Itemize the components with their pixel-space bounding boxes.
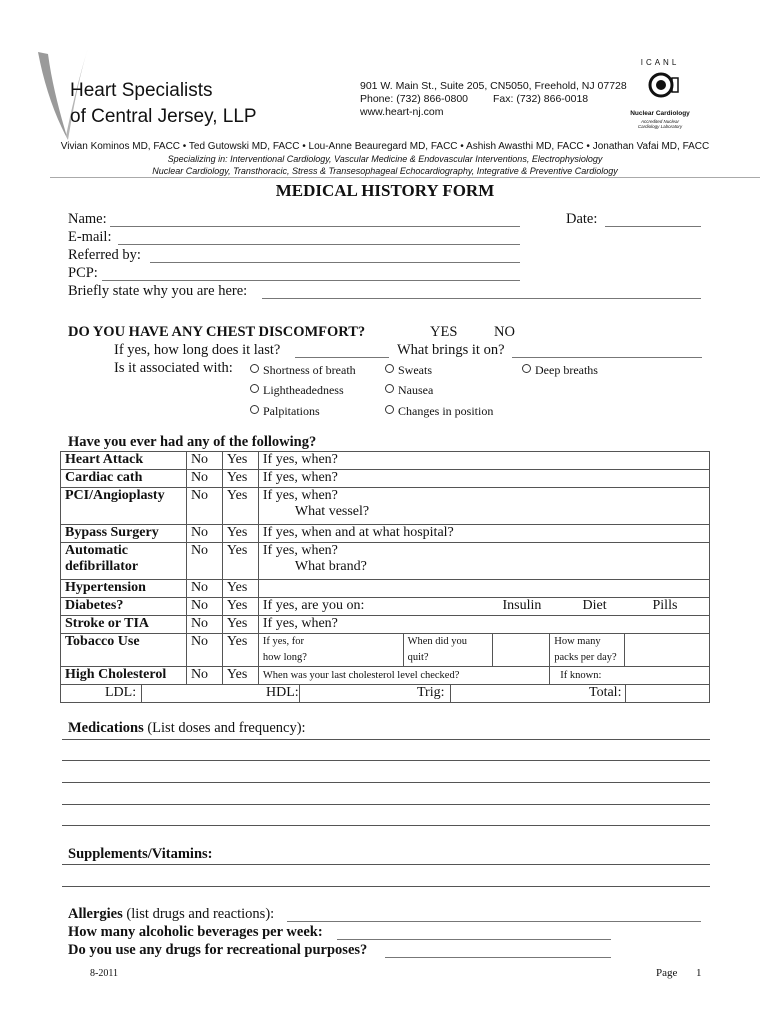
heart-attack-no[interactable]: No bbox=[186, 452, 222, 470]
tobacco-quit-field[interactable] bbox=[493, 634, 550, 667]
website: www.heart-nj.com bbox=[360, 106, 444, 118]
allergies-label: Allergies bbox=[68, 906, 123, 922]
defibrillator-label bbox=[61, 543, 187, 580]
cholesterol-yes[interactable]: Yes bbox=[222, 667, 258, 685]
tobacco-packs[interactable] bbox=[550, 634, 625, 667]
page-number: 1 bbox=[696, 967, 702, 979]
supplements-line-1[interactable] bbox=[62, 864, 710, 865]
total-label: Total: bbox=[589, 685, 622, 700]
date-label: Date: bbox=[566, 211, 598, 227]
defib-label-line1: Automatic bbox=[65, 543, 128, 558]
table-row bbox=[61, 667, 710, 685]
trigger-field[interactable] bbox=[512, 357, 702, 358]
recreational-drugs-field[interactable] bbox=[385, 957, 611, 958]
table-row bbox=[61, 580, 710, 598]
option-lightheadedness[interactable] bbox=[250, 383, 344, 398]
email-field[interactable] bbox=[118, 244, 520, 245]
ldl-label: LDL: bbox=[105, 685, 137, 700]
cholesterol-label: High Cholesterol bbox=[61, 667, 187, 685]
duration-field[interactable] bbox=[295, 357, 389, 358]
phone: Phone: (732) 866-0800 bbox=[360, 93, 468, 105]
name-label: Name: bbox=[68, 211, 107, 227]
medications-line-2[interactable] bbox=[62, 760, 710, 761]
tobacco-packs-field[interactable] bbox=[625, 634, 710, 667]
alcohol-field[interactable] bbox=[337, 939, 611, 940]
tobacco-packs-l2: packs per day? bbox=[554, 652, 617, 663]
cardiac-cath-when[interactable]: If yes, when? bbox=[258, 470, 709, 488]
radio-circle[interactable] bbox=[385, 384, 394, 393]
name-field[interactable] bbox=[110, 226, 520, 227]
radio-circle[interactable] bbox=[522, 364, 531, 373]
diabetes-yes[interactable]: Yes bbox=[222, 598, 258, 616]
date-field[interactable] bbox=[605, 226, 701, 227]
alcohol-label: How many alcoholic beverages per week: bbox=[68, 924, 323, 940]
option-text: Sweats bbox=[398, 363, 432, 377]
form-title: MEDICAL HISTORY FORM bbox=[275, 181, 495, 200]
option-palpitations[interactable] bbox=[250, 404, 320, 419]
brand-name-line2: of Central Jersey, LLP bbox=[70, 106, 257, 127]
stroke-no[interactable]: No bbox=[186, 616, 222, 634]
cholesterol-last-checked[interactable]: When was your last cholesterol level checked? bbox=[258, 667, 549, 685]
table-row bbox=[61, 598, 710, 616]
hypertension-no[interactable]: No bbox=[186, 580, 222, 598]
badge-title: Nuclear Cardiology bbox=[630, 110, 690, 117]
option-text: Palpitations bbox=[263, 404, 320, 418]
tobacco-label: Tobacco Use bbox=[61, 634, 187, 667]
diabetes-insulin[interactable]: Insulin bbox=[502, 598, 542, 613]
associated-label: Is it associated with: bbox=[114, 360, 233, 376]
reason-label: Briefly state why you are here: bbox=[68, 283, 248, 299]
doctors-list: Vivian Kominos MD, FACC • Ted Gutowski MD, FACC • Lou-Anne Beauregard MD, FACC • Ashish Awasthi MD, FACC • Jonathan Vafai MD, FACC bbox=[60, 141, 710, 152]
pci-label: PCI/Angioplasty bbox=[61, 488, 187, 525]
ldl-divider bbox=[141, 685, 142, 702]
heart-attack-label: Heart Attack bbox=[61, 452, 187, 470]
medications-line-3[interactable] bbox=[62, 782, 710, 783]
hdl-divider bbox=[299, 685, 300, 702]
table-row bbox=[61, 488, 710, 525]
lipid-values-row bbox=[61, 685, 710, 703]
medications-line-5[interactable] bbox=[62, 825, 710, 826]
diabetes-pills[interactable]: Pills bbox=[652, 598, 678, 613]
diabetes-diet[interactable]: Diet bbox=[582, 598, 607, 613]
hypertension-yes[interactable]: Yes bbox=[222, 580, 258, 598]
table-row bbox=[61, 685, 710, 703]
stroke-yes[interactable]: Yes bbox=[222, 616, 258, 634]
option-deep-breaths[interactable] bbox=[522, 363, 598, 378]
total-divider bbox=[625, 685, 626, 702]
option-text: Nausea bbox=[398, 383, 434, 397]
cardiac-cath-label: Cardiac cath bbox=[61, 470, 187, 488]
badge-subtitle: Accredited Nuclear Cardiology Laboratory bbox=[637, 119, 683, 129]
bypass-label: Bypass Surgery bbox=[61, 525, 187, 543]
referred-by-label: Referred by: bbox=[68, 247, 141, 263]
option-sweats[interactable] bbox=[385, 363, 432, 378]
recreational-drugs-label: Do you use any drugs for recreational purposes? bbox=[68, 942, 368, 958]
pci-details[interactable] bbox=[258, 488, 709, 525]
if-known-text: If known: bbox=[560, 670, 602, 681]
tobacco-how-long[interactable] bbox=[258, 634, 403, 667]
pci-vessel: What vessel? bbox=[294, 504, 370, 519]
radio-circle[interactable] bbox=[385, 405, 394, 414]
tobacco-packs-l1: How many bbox=[554, 636, 601, 647]
defib-label-line2: defibrillator bbox=[65, 559, 139, 574]
table-row bbox=[61, 470, 710, 488]
option-nausea[interactable] bbox=[385, 383, 433, 398]
referred-by-field[interactable] bbox=[150, 262, 520, 263]
brand-name-line1: Heart Specialists bbox=[70, 80, 213, 101]
medications-line-4[interactable] bbox=[62, 804, 710, 805]
medications-label: Medications bbox=[68, 720, 144, 736]
reason-field[interactable] bbox=[262, 298, 701, 299]
stroke-when[interactable]: If yes, when? bbox=[258, 616, 709, 634]
supplements-label: Supplements/Vitamins: bbox=[68, 846, 213, 862]
heart-attack-yes[interactable]: Yes bbox=[222, 452, 258, 470]
heart-attack-when[interactable]: If yes, when? bbox=[258, 452, 709, 470]
radio-circle[interactable] bbox=[250, 364, 259, 373]
cholesterol-if-known[interactable] bbox=[550, 667, 710, 685]
tobacco-quit-l2: quit? bbox=[407, 652, 429, 663]
option-text: Shortness of breath bbox=[263, 363, 356, 377]
tobacco-how-long-l1: If yes, for bbox=[262, 636, 304, 647]
tobacco-yes[interactable]: Yes bbox=[222, 634, 258, 667]
radio-circle[interactable] bbox=[250, 405, 259, 414]
table-row bbox=[61, 543, 710, 580]
history-table bbox=[60, 451, 710, 703]
bypass-when-hospital[interactable]: If yes, when and at what hospital? bbox=[258, 525, 709, 543]
header-divider bbox=[50, 177, 760, 178]
chest-discomfort-question: DO YOU HAVE ANY CHEST DISCOMFORT? bbox=[68, 324, 366, 340]
hypertension-label: Hypertension bbox=[61, 580, 187, 598]
tobacco-quit[interactable] bbox=[403, 634, 493, 667]
pci-yes[interactable]: Yes bbox=[222, 488, 258, 525]
specialties-line2: Nuclear Cardiology, Transthoracic, Stress & Transesophageal Echocardiography, Integrative & Preventive Cardiology bbox=[152, 166, 618, 176]
pci-when: If yes, when? bbox=[262, 488, 338, 503]
option-text: Lightheadedness bbox=[263, 383, 344, 397]
tobacco-quit-l1: When did you bbox=[407, 636, 468, 647]
medications-note: (List doses and frequency): bbox=[143, 720, 306, 736]
allergies-note: (list drugs and reactions): bbox=[122, 906, 275, 922]
diabetes-are-you-on: If yes, are you on: bbox=[262, 598, 365, 613]
pcp-field[interactable] bbox=[102, 280, 520, 281]
icanl-badge bbox=[630, 58, 690, 134]
allergies-heading bbox=[68, 906, 274, 923]
chest-yes-option[interactable]: YES bbox=[430, 324, 458, 340]
medications-line-1[interactable] bbox=[62, 739, 710, 740]
address: 901 W. Main St., Suite 205, CN5050, Freehold, NJ 07728 bbox=[360, 80, 627, 92]
option-text: Changes in position bbox=[398, 404, 494, 418]
specialties-line1: Specializing in: Interventional Cardiology, Vascular Medicine & Endovascular Interventions, Electrophysiology bbox=[167, 154, 603, 164]
allergies-field[interactable] bbox=[287, 921, 701, 922]
hypertension-blank bbox=[258, 580, 709, 598]
history-heading: Have you ever had any of the following? bbox=[68, 434, 317, 450]
hdl-label: HDL: bbox=[266, 685, 299, 700]
cardiac-cath-no[interactable]: No bbox=[186, 470, 222, 488]
defib-when: If yes, when? bbox=[262, 543, 338, 558]
duration-label: If yes, how long does it last? bbox=[114, 342, 281, 358]
table-row bbox=[61, 616, 710, 634]
option-shortness-of-breath[interactable] bbox=[250, 363, 356, 378]
trig-label: Trig: bbox=[417, 685, 445, 700]
option-text: Deep breaths bbox=[535, 363, 598, 377]
trig-divider bbox=[450, 685, 451, 702]
radio-circle[interactable] bbox=[385, 364, 394, 373]
stroke-label: Stroke or TIA bbox=[61, 616, 187, 634]
tobacco-how-long-l2: how long? bbox=[262, 652, 307, 663]
badge-letters: ICANL bbox=[640, 58, 680, 67]
chest-no-option[interactable]: NO bbox=[494, 324, 515, 340]
pci-no[interactable]: No bbox=[186, 488, 222, 525]
diabetes-no[interactable]: No bbox=[186, 598, 222, 616]
option-changes-in-position[interactable] bbox=[385, 404, 493, 419]
defib-brand: What brand? bbox=[294, 559, 367, 574]
supplements-line-2[interactable] bbox=[62, 886, 710, 887]
radio-circle[interactable] bbox=[250, 384, 259, 393]
cardiac-cath-yes[interactable]: Yes bbox=[222, 470, 258, 488]
bypass-no[interactable]: No bbox=[186, 525, 222, 543]
defibrillator-no[interactable]: No bbox=[186, 543, 222, 580]
bypass-yes[interactable]: Yes bbox=[222, 525, 258, 543]
trigger-label: What brings it on? bbox=[397, 342, 505, 358]
diabetes-label: Diabetes? bbox=[61, 598, 187, 616]
fax: Fax: (732) 866-0018 bbox=[493, 93, 589, 105]
table-row bbox=[61, 452, 710, 470]
page-label: Page bbox=[656, 967, 678, 979]
medications-heading bbox=[68, 720, 306, 737]
nuclear-heart-icon bbox=[646, 70, 680, 100]
form-revision: 8-2011 bbox=[90, 968, 118, 979]
diabetes-treatment[interactable] bbox=[258, 598, 709, 616]
email-label: E-mail: bbox=[68, 229, 112, 245]
pcp-label: PCP: bbox=[68, 265, 98, 281]
tobacco-no[interactable]: No bbox=[186, 634, 222, 667]
cholesterol-no[interactable]: No bbox=[186, 667, 222, 685]
table-row bbox=[61, 525, 710, 543]
defibrillator-yes[interactable]: Yes bbox=[222, 543, 258, 580]
table-row bbox=[61, 634, 710, 667]
defibrillator-details[interactable] bbox=[258, 543, 709, 580]
